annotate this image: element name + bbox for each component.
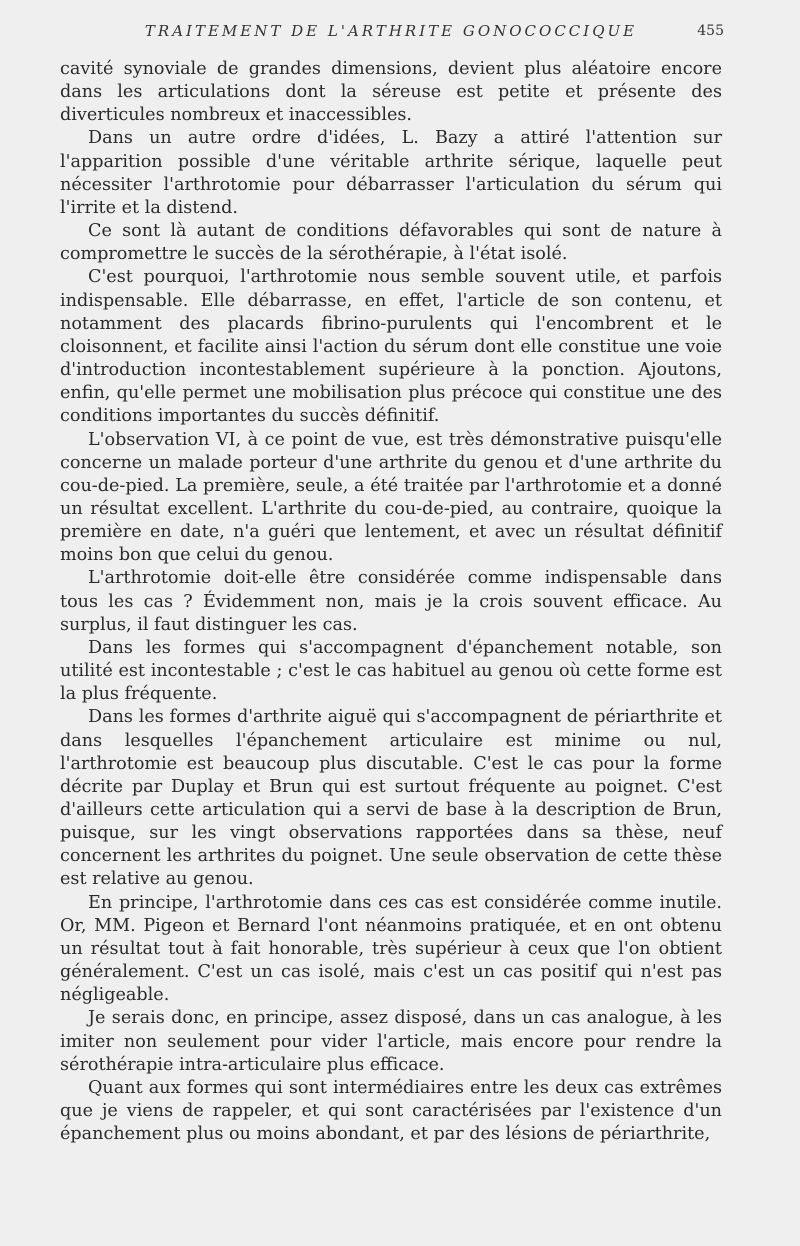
paragraph: L'arthrotomie doit-elle être considérée comme indispensable dans tous les cas ? Évidemment non, mais je la crois souvent efficace. Au surplus, il faut distinguer les cas. <box>60 568 722 635</box>
running-title: TRAITEMENT DE L'ARTHRITE GONOCOCCIQUE <box>144 22 638 40</box>
paragraph: Ce sont là autant de conditions défavorables qui sont de nature à compromettre le succès de la sérothérapie, à l'état isolé. <box>60 221 722 265</box>
running-head <box>60 22 722 52</box>
paragraph: Quant aux formes qui sont intermédiaires entre les deux cas extrêmes que je viens de rappeler, et qui sont caractérisées par l'existence d'un épanchement plus ou moins abondant, et par des lésions de périarthrite, <box>60 1077 722 1145</box>
paragraph: Dans les formes d'arthrite aiguë qui s'accompagnent de périarthrite et dans lesquelles l'épanchement articulaire est minime ou nul, l'arthrotomie est beaucoup plus discutable. C'est le cas pour la forme décrite par Duplay et Brun qui est surtout fréquente au poignet. C'est d'ailleurs cette articulation qui a servi de base à la description de Brun, puisque, sur les vingt observations rapportées dans sa thèse, neuf concernent les arthrites du poignet. Une seule observation de cette thèse est relative au genou. <box>60 707 722 890</box>
body-text <box>60 58 722 1146</box>
paragraph: C'est pourquoi, l'arthrotomie nous semble souvent utile, et parfois indispensable. Elle débarrasse, en effet, l'article de son contenu, et notamment des placards fibrino-purulents qui l'encombrent et le cloisonnent, et facilite ainsi l'action du sérum dont elle constitue une voie d'introduction incontestablement supérieure à la ponction. Ajoutons, enfin, qu'elle permet une mobilisation plus précoce qui constitue une des conditions importantes du succès définitif. <box>60 267 722 427</box>
page-number: 455 <box>697 23 724 39</box>
paragraph: Dans un autre ordre d'idées, L. Bazy a attiré l'attention sur l'apparition possible d'une véritable arthrite sérique, laquelle peut nécessiter l'arthrotomie pour débarrasser l'articulation du sérum qui l'irrite et la distend. <box>60 128 722 218</box>
paragraph: cavité synoviale de grandes dimensions, devient plus aléatoire encore dans les articulations dont la séreuse est petite et présente des diverticules nombreux et inaccessibles. <box>60 59 722 126</box>
paragraph: Dans les formes qui s'accompagnent d'épanchement notable, son utilité est incontestable ; c'est le cas habituel au genou où cette forme est la plus fréquente. <box>60 637 722 705</box>
paragraph: Je serais donc, en principe, assez disposé, dans un cas analogue, à les imiter non seulement pour vider l'article, mais encore pour rendre la sérothérapie intra-articulaire plus efficace. <box>60 1008 722 1075</box>
paragraph: L'observation VI, à ce point de vue, est très démonstrative puisqu'elle concerne un malade porteur d'une arthrite du genou et d'une arthrite du cou-de-pied. La première, seule, a été traitée par l'arthrotomie et a donné un résultat excellent. L'arthrite du cou-de-pied, au contraire, quoique la première en date, n'a guéri que lentement, et avec un résultat définitif moins bon que celui du genou. <box>60 429 722 566</box>
paragraph: En principe, l'arthrotomie dans ces cas est considérée comme inutile. Or, MM. Pigeon et Bernard l'ont néanmoins pratiquée, et en ont obtenu un résultat tout à fait honorable, très supérieur à ceux que l'on obtient généralement. C'est un cas isolé, mais c'est un cas positif qui n'est pas négligeable. <box>60 892 722 1006</box>
